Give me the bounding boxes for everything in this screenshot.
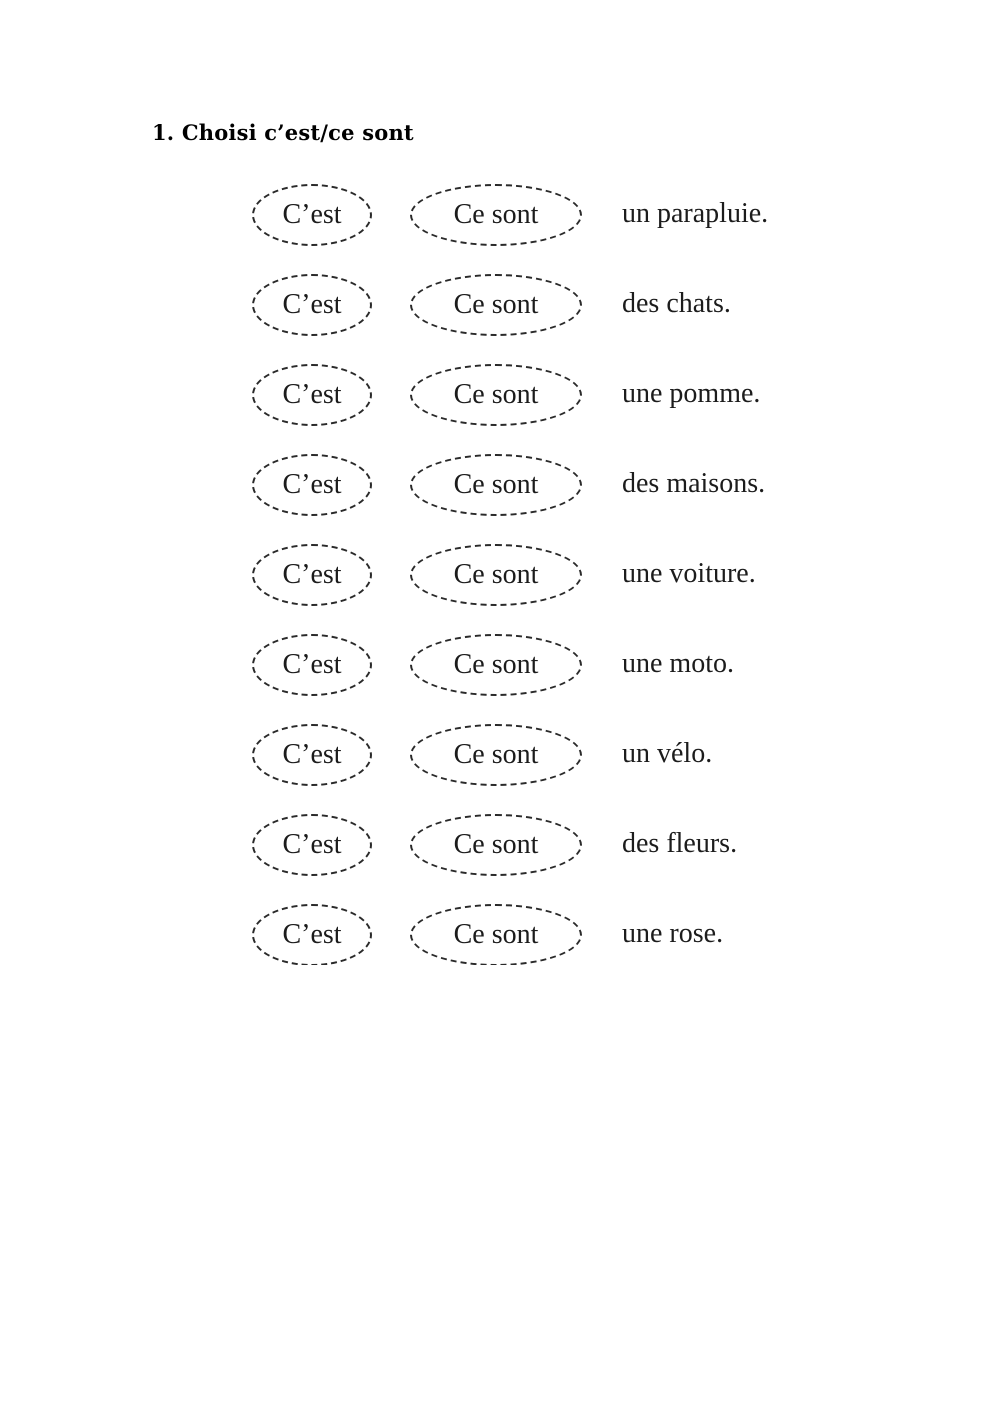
ce-sont-option[interactable]: Ce sont [410, 274, 582, 336]
exercise-row [250, 904, 870, 965]
ce-sont-option[interactable]: Ce sont [410, 724, 582, 786]
exercise-row [250, 184, 870, 250]
ce-sont-option[interactable]: Ce sont [410, 634, 582, 696]
exercise-title: 1. Choisi c’est/ce sont [152, 120, 414, 145]
cest-option[interactable]: C’est [252, 634, 372, 696]
choice-exercise [250, 180, 870, 965]
ce-sont-option[interactable]: Ce sont [410, 814, 582, 876]
cest-option[interactable]: C’est [252, 904, 372, 965]
ce-sont-option[interactable]: Ce sont [410, 364, 582, 426]
cest-option[interactable]: C’est [252, 454, 372, 516]
noun-phrase: un vélo. [622, 738, 713, 769]
ce-sont-option[interactable]: Ce sont [410, 544, 582, 606]
noun-phrase: une moto. [622, 648, 734, 679]
noun-phrase: une pomme. [622, 378, 761, 409]
cest-option[interactable]: C’est [252, 814, 372, 876]
exercise-row [250, 364, 870, 430]
noun-phrase: des chats. [622, 288, 731, 319]
ce-sont-option[interactable]: Ce sont [410, 454, 582, 516]
noun-phrase: des maisons. [622, 468, 766, 499]
noun-phrase: une voiture. [622, 558, 756, 589]
noun-phrase: des fleurs. [622, 828, 738, 859]
noun-phrase: une rose. [622, 918, 724, 949]
cest-option[interactable]: C’est [252, 724, 372, 786]
exercise-row [250, 544, 870, 610]
exercise-row [250, 274, 870, 340]
cest-option[interactable]: C’est [252, 544, 372, 606]
ce-sont-option[interactable]: Ce sont [410, 184, 582, 246]
exercise-row [250, 724, 870, 790]
cest-option[interactable]: C’est [252, 274, 372, 336]
ce-sont-option[interactable]: Ce sont [410, 904, 582, 965]
exercise-row [250, 814, 870, 880]
cest-option[interactable]: C’est [252, 364, 372, 426]
cest-option[interactable]: C’est [252, 184, 372, 246]
exercise-row [250, 454, 870, 520]
exercise-row [250, 634, 870, 700]
noun-phrase: un parapluie. [622, 198, 769, 229]
